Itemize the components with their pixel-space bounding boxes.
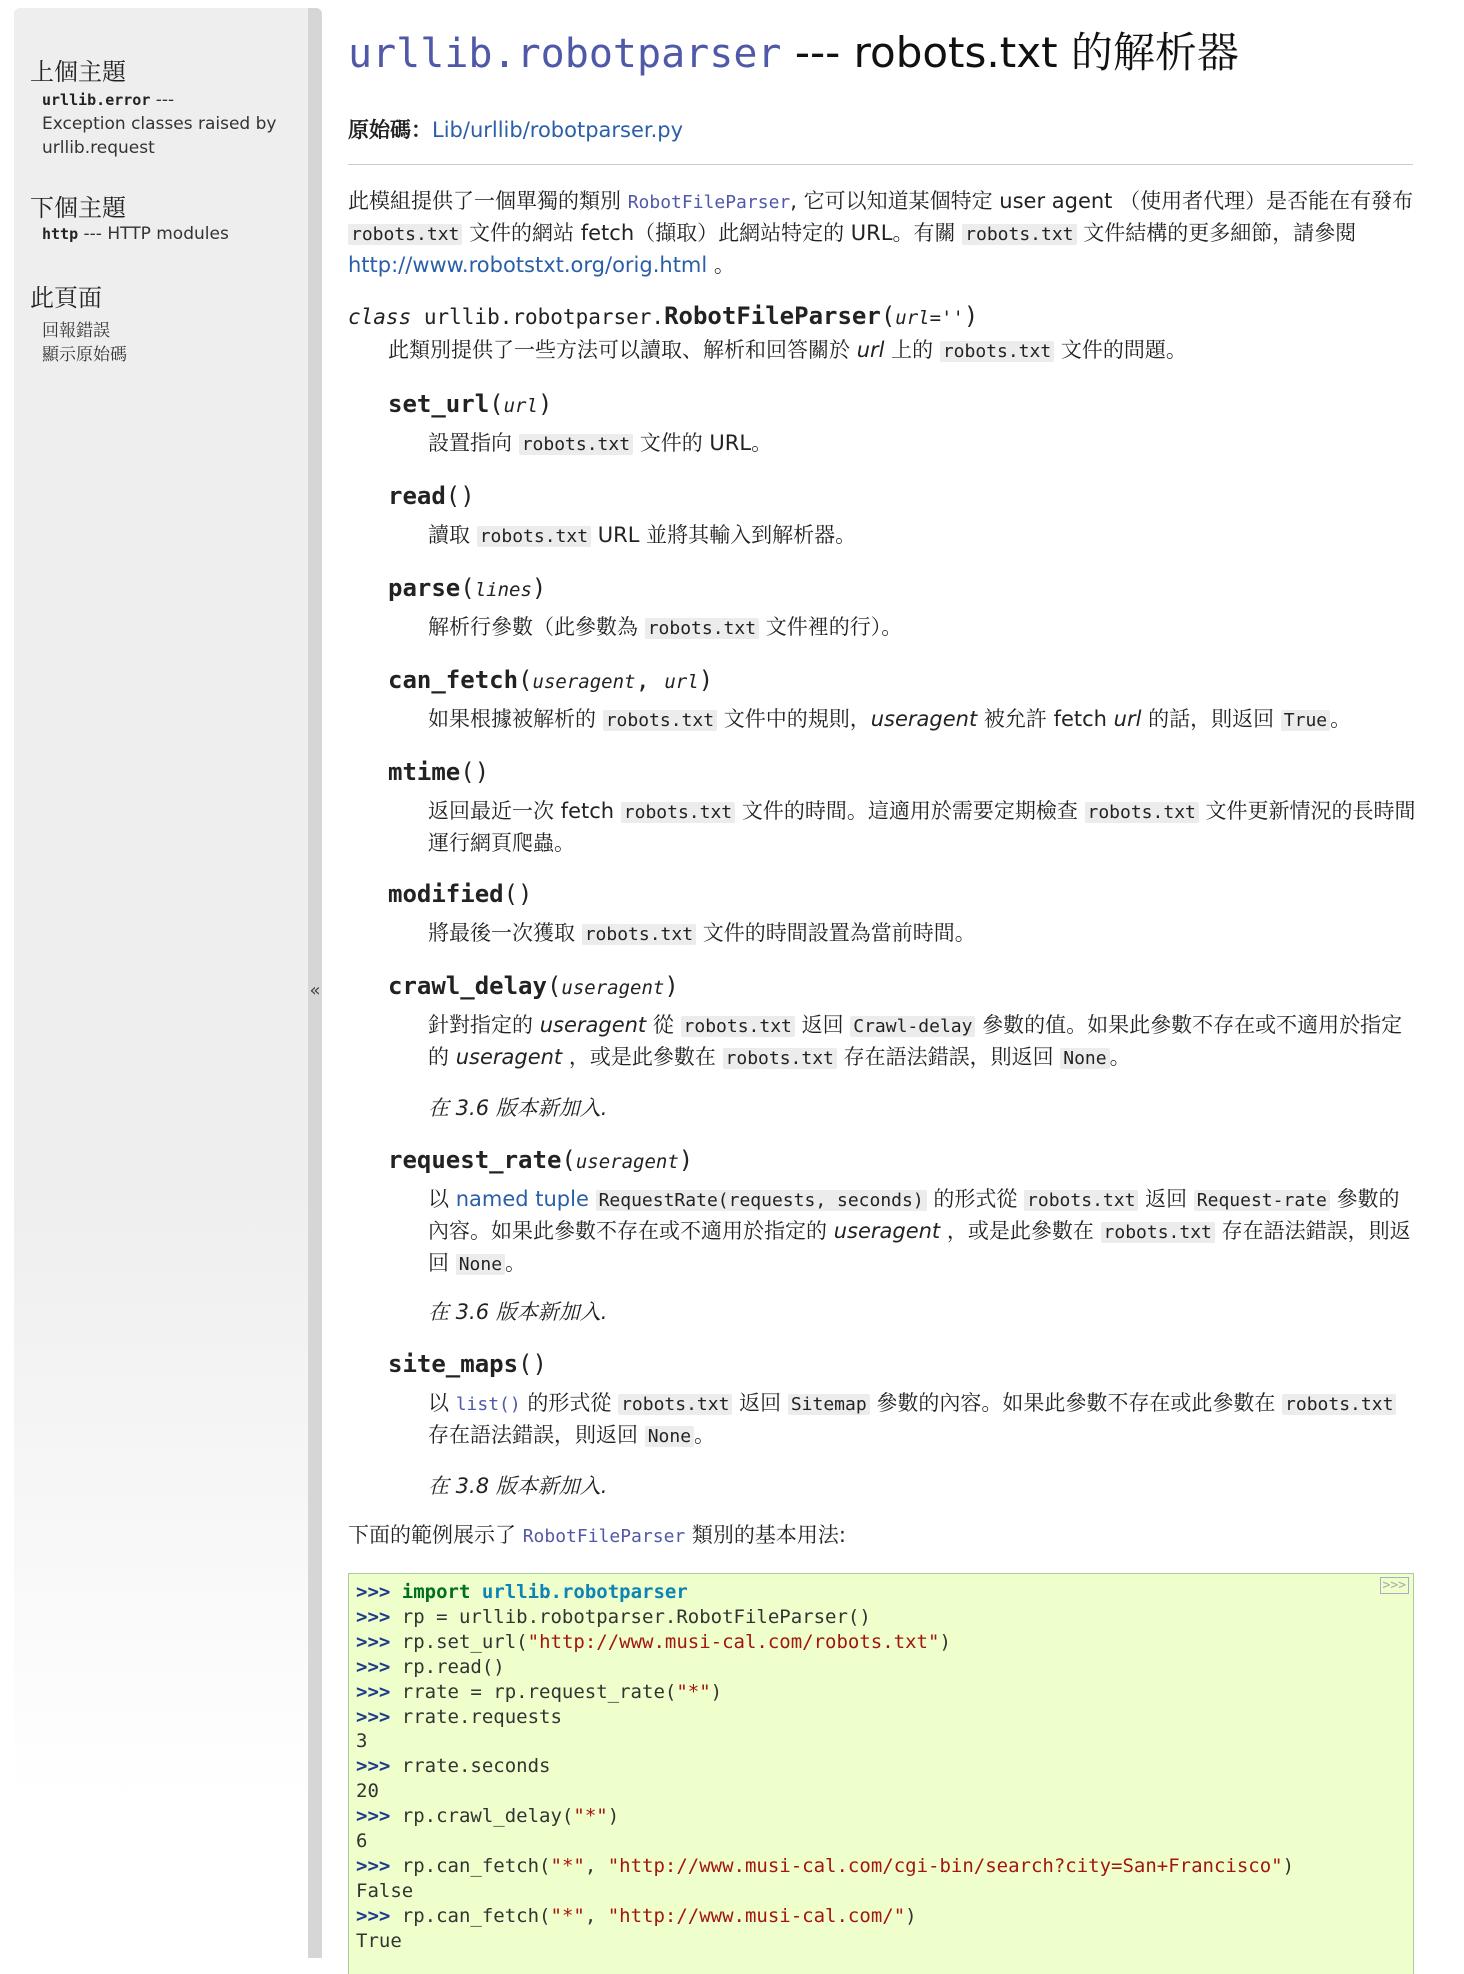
crawl-delay-description: 針對指定的 useragent 從 robots.txt 返回 Crawl-delay 參數的值。如果此參數不存在或不適用於指定的 useragent ，或是此參數在 robots.txt 存在語法錯誤，則返回 None 。: [428, 1013, 1403, 1069]
collapse-icon: «: [309, 980, 321, 1001]
next-topic-link[interactable]: http --- HTTP modules: [42, 224, 229, 244]
sidebar: [14, 8, 308, 1958]
method-request-rate: request_rate(useragent): [388, 1146, 694, 1174]
show-source-link[interactable]: 顯示原始碼: [42, 345, 127, 365]
title-module: urllib.robotparser: [348, 31, 782, 77]
site-maps-description: 以 list() 的形式從 robots.txt 返回 Sitemap 參數的內容。如果此參數不存在或此參數在 robots.txt 存在語法錯誤，則返回 None 。: [428, 1388, 1418, 1452]
prev-topic-code: urllib.error: [42, 91, 151, 109]
mtime-description: 返回最近一次 fetch robots.txt 文件的時間。這適用於需要定期檢查 robots.txt 文件更新情況的長時間運行網頁爬蟲。: [428, 799, 1416, 855]
source-link[interactable]: Lib/urllib/robotparser.py: [432, 118, 684, 142]
list-link[interactable]: list(): [455, 1394, 521, 1415]
request-rate-version-note: 在 3.6 版本新加入.: [428, 1300, 608, 1324]
copy-prompt-toggle-button[interactable]: >>>: [1380, 1577, 1409, 1594]
modified-description: 將最後一次獲取 robots.txt 文件的時間設置為當前時間。: [428, 921, 976, 945]
robotfileparser-link[interactable]: RobotFileParser: [627, 192, 791, 213]
sidebar-collapse-button[interactable]: [308, 8, 322, 1958]
next-topic-heading: 下個主題: [30, 194, 126, 222]
method-crawl-delay: crawl_delay(useragent): [388, 972, 679, 1000]
method-can-fetch: can_fetch(useragent, url): [388, 666, 714, 694]
crawl-delay-version-note: 在 3.6 版本新加入.: [428, 1096, 608, 1120]
divider: [348, 164, 1413, 165]
class-signature: class urllib.robotparser.RobotFileParser(url=''): [348, 302, 979, 330]
page-title: urllib.robotparser --- robots.txt 的解析器: [348, 28, 1239, 77]
site-maps-version-note: 在 3.8 版本新加入.: [428, 1474, 608, 1498]
method-read: read(): [388, 482, 475, 510]
set-url-description: 設置指向 robots.txt 文件的 URL。: [428, 431, 773, 455]
method-parse: parse(lines): [388, 574, 547, 602]
can-fetch-description: 如果根據被解析的 robots.txt 文件中的規則，useragent 被允許 fetch url 的話，則返回 True 。: [428, 707, 1352, 731]
read-description: 讀取 robots.txt URL 並將其輸入到解析器。: [428, 523, 857, 547]
this-page-heading: 此頁面: [30, 284, 102, 312]
report-bug-link[interactable]: 回報錯誤: [42, 321, 110, 341]
method-site-maps: site_maps(): [388, 1350, 547, 1378]
prev-topic-heading: 上個主題: [30, 58, 126, 86]
named-tuple-link[interactable]: named tuple: [455, 1187, 589, 1211]
source-label: 原始碼：: [348, 118, 432, 142]
intro-paragraph: 此模組提供了一個單獨的類別 RobotFileParser, 它可以知道某個特定 user agent （使用者代理）是否能在有發布 robots.txt 文件的網站 fetch（擷取）此網站特定的 URL。有關 robots.txt 文件結構的更多細節，請參閱 http://www.robotstxt.org/orig.html 。: [348, 189, 1414, 277]
prev-topic-link[interactable]: urllib.error --- Exception classes raised by urllib.request: [42, 90, 277, 158]
request-rate-description: 以 named tuple RequestRate(requests, seconds) 的形式從 robots.txt 返回 Request-rate 參數的內容。如果此參數不存在或不適用於指定的 useragent ，或是此參數在 robots.txt 存在語法錯誤，則返回 None 。: [428, 1187, 1411, 1275]
code-example: >>> >>> import urllib.robotparser >>> rp = urllib.robotparser.RobotFileParser() >>> rp.set_url("http://www.musi-cal.com/robots.txt") >>> rp.read() >>> rrate = rp.request_rate("*") >>> rrate.requests 3 >>> rrate.seconds 20 >>> rp.crawl_delay("*") 6 >>> rp.can_fetch("*", "http://www.musi-cal.com/cgi-bin/search?city=San+Francisco") False >>> rp.can_fetch("*", "http://www.musi-cal.com/") True: [348, 1573, 1414, 1974]
method-set-url: set_url(url): [388, 390, 553, 418]
method-mtime: mtime(): [388, 758, 490, 786]
robotfileparser-link-2[interactable]: RobotFileParser: [522, 1526, 686, 1547]
method-modified: modified(): [388, 880, 533, 908]
robotstxt-link[interactable]: http://www.robotstxt.org/orig.html: [348, 253, 708, 277]
example-intro: 下面的範例展示了 RobotFileParser 類別的基本用法:: [348, 1523, 846, 1547]
source-line: [348, 114, 683, 144]
class-description: 此類別提供了一些方法可以讀取、解析和回答關於 url 上的 robots.txt 文件的問題。: [388, 338, 1187, 362]
parse-description: 解析行參數（此參數為 robots.txt 文件裡的行）。: [428, 615, 903, 639]
next-topic-code: http: [42, 225, 79, 243]
